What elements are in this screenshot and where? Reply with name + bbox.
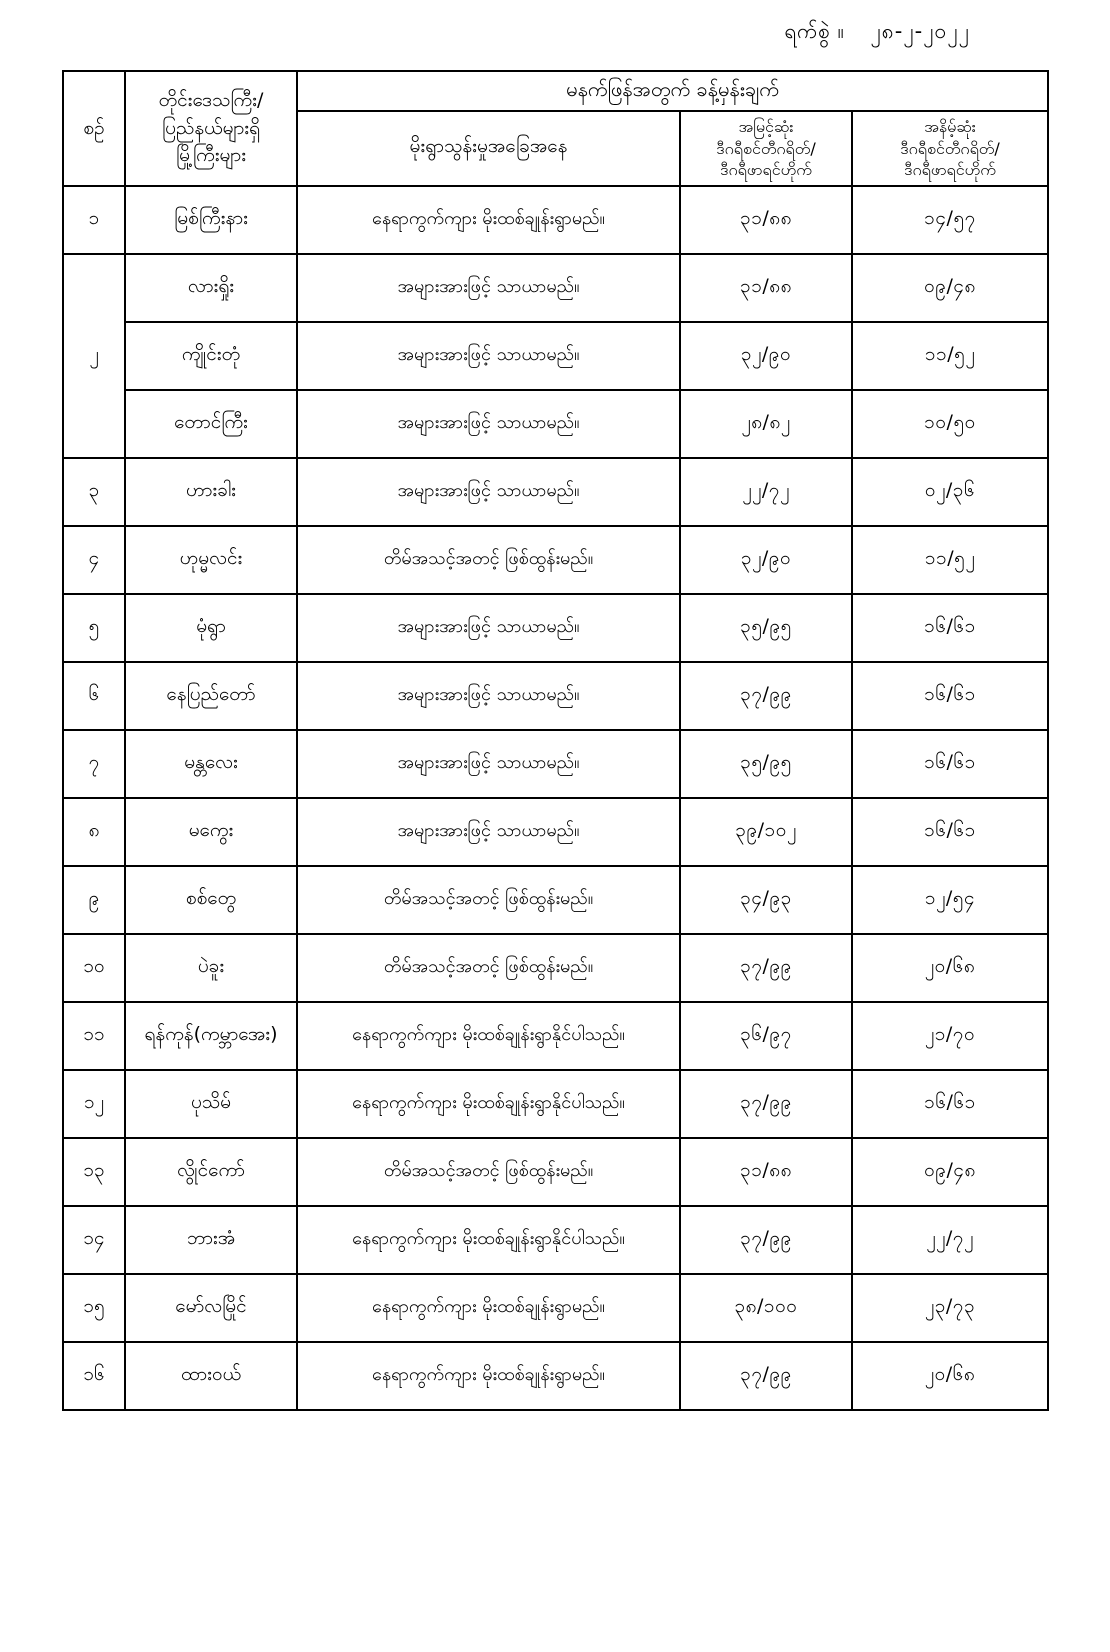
table-body [63,186,1048,1410]
cell-max-temp: ၃၁/၈၈ [680,254,852,322]
column-header-min-line3: ဒီဂရီဖာရင်ဟိုက် [904,160,996,180]
column-header-city-line2: ပြည်နယ်များရှိ [161,116,261,139]
column-header-no: စဉ် [63,71,125,186]
cell-max-temp: ၂၈/၈၂ [680,390,852,458]
cell-condition: အများအားဖြင့် သာယာမည်။ [297,594,680,662]
column-header-min-line1: အနိမ့်ဆုံး [924,117,976,136]
cell-city: ပဲခူး [125,934,297,1002]
cell-no: ၁၅ [63,1274,125,1342]
cell-max-temp: ၃၇/၉၉ [680,1342,852,1410]
cell-condition: နေရာကွက်ကျား မိုးထစ်ချုန်းရွာမည်။ [297,1342,680,1410]
cell-no: ၁၃ [63,1138,125,1206]
cell-max-temp: ၃၂/၉၀ [680,526,852,594]
cell-city: တောင်ကြီး [125,390,297,458]
cell-condition: တိမ်အသင့်အတင့် ဖြစ်ထွန်းမည်။ [297,1138,680,1206]
cell-max-temp: ၃၇/၉၉ [680,1206,852,1274]
cell-no: ၁၄ [63,1206,125,1274]
table-row [63,526,1048,594]
cell-min-temp: ၁၆/၆၁ [852,730,1048,798]
cell-city: စစ်တွေ [125,866,297,934]
column-header-max-temp [680,111,852,186]
cell-no: ၆ [63,662,125,730]
cell-condition: တိမ်အသင့်အတင့် ဖြစ်ထွန်းမည်။ [297,526,680,594]
column-header-city-line1: တိုင်းဒေသကြီး/ [158,89,264,112]
cell-city: မုံရွာ [125,594,297,662]
cell-condition: နေရာကွက်ကျား မိုးထစ်ချုန်းရွာမည်။ [297,1274,680,1342]
cell-city: ကျိုင်းတုံ [125,322,297,390]
column-header-max-line2: ဒီဂရီစင်တီဂရိတ်/ [716,138,816,158]
cell-city: ဟုမ္မလင်း [125,526,297,594]
cell-min-temp: ၀၉/၄၈ [852,1138,1048,1206]
date-label: ရက်စွဲ ။ [784,19,845,43]
cell-max-temp: ၃၇/၉၉ [680,662,852,730]
table-row [63,730,1048,798]
cell-condition: အများအားဖြင့် သာယာမည်။ [297,798,680,866]
date-line [785,18,971,49]
cell-city: မကွေး [125,798,297,866]
cell-condition: နေရာကွက်ကျား မိုးထစ်ချုန်းရွာနိုင်ပါသည်။ [297,1002,680,1070]
column-header-max-line3: ဒီဂရီဖာရင်ဟိုက် [720,160,812,180]
table-row [63,254,1048,322]
cell-condition: အများအားဖြင့် သာယာမည်။ [297,390,680,458]
cell-condition: အများအားဖြင့် သာယာမည်။ [297,662,680,730]
cell-condition: အများအားဖြင့် သာယာမည်။ [297,254,680,322]
cell-condition: နေရာကွက်ကျား မိုးထစ်ချုန်းရွာနိုင်ပါသည်။ [297,1206,680,1274]
cell-max-temp: ၃၆/၉၇ [680,1002,852,1070]
column-header-city [125,71,297,186]
table-row [63,1206,1048,1274]
cell-no: ၉ [63,866,125,934]
table-row [63,1342,1048,1410]
cell-condition: နေရာကွက်ကျား မိုးထစ်ချုန်းရွာမည်။ [297,186,680,254]
column-header-min-line2: ဒီဂရီစင်တီဂရိတ်/ [900,138,1000,158]
cell-condition: အများအားဖြင့် သာယာမည်။ [297,458,680,526]
cell-min-temp: ၁၄/၅၇ [852,186,1048,254]
cell-no: ၁၆ [63,1342,125,1410]
cell-max-temp: ၃၇/၉၉ [680,934,852,1002]
cell-min-temp: ၀၉/၄၈ [852,254,1048,322]
table-row [63,1070,1048,1138]
cell-city: ရန်ကုန်(ကမ္ဘာအေး) [125,1002,297,1070]
table-row [63,390,1048,458]
cell-city: ပုသိမ် [125,1070,297,1138]
cell-no: ၁ [63,186,125,254]
cell-max-temp: ၃၇/၉၉ [680,1070,852,1138]
cell-min-temp: ၁၂/၅၄ [852,866,1048,934]
cell-city: ဘားအံ [125,1206,297,1274]
cell-max-temp: ၃၁/၈၈ [680,1138,852,1206]
cell-min-temp: ၁၁/၅၂ [852,526,1048,594]
table-row [63,662,1048,730]
cell-no: ၄ [63,526,125,594]
table-row [63,458,1048,526]
cell-max-temp: ၂၂/၇၂ [680,458,852,526]
table-row [63,1002,1048,1070]
cell-max-temp: ၃၈/၁၀၀ [680,1274,852,1342]
cell-min-temp: ၁၆/၆၁ [852,662,1048,730]
date-value: ၂၈-၂-၂၀၂၂ [870,19,970,43]
cell-min-temp: ၂၀/၆၈ [852,934,1048,1002]
cell-min-temp: ၂၁/၇၀ [852,1002,1048,1070]
cell-city: ထားဝယ် [125,1342,297,1410]
cell-max-temp: ၃၉/၁၀၂ [680,798,852,866]
cell-city: မန္တလေး [125,730,297,798]
cell-min-temp: ၀၂/၃၆ [852,458,1048,526]
cell-city: ဟားခါး [125,458,297,526]
cell-min-temp: ၁၆/၆၁ [852,1070,1048,1138]
table-row [63,1274,1048,1342]
cell-condition: အများအားဖြင့် သာယာမည်။ [297,322,680,390]
cell-city: လားရှိုး [125,254,297,322]
cell-condition: တိမ်အသင့်အတင့် ဖြစ်ထွန်းမည်။ [297,934,680,1002]
cell-min-temp: ၁၁/၅၂ [852,322,1048,390]
table-header-row-1 [63,71,1048,111]
cell-min-temp: ၂၀/၆၈ [852,1342,1048,1410]
cell-city: နေပြည်တော် [125,662,297,730]
cell-min-temp: ၂၂/၇၂ [852,1206,1048,1274]
table-row [63,934,1048,1002]
cell-max-temp: ၃၅/၉၅ [680,594,852,662]
table-row [63,1138,1048,1206]
column-header-city-line3: မြို့ကြီးများ [175,144,247,167]
cell-city: မော်လမြိုင် [125,1274,297,1342]
cell-no: ၁၀ [63,934,125,1002]
table-row [63,322,1048,390]
cell-no: ၂ [63,254,125,458]
cell-no: ၅ [63,594,125,662]
cell-max-temp: ၃၁/၈၈ [680,186,852,254]
cell-no: ၁၂ [63,1070,125,1138]
cell-condition: နေရာကွက်ကျား မိုးထစ်ချုန်းရွာနိုင်ပါသည်။ [297,1070,680,1138]
weather-forecast-table [62,70,1049,1411]
cell-condition: အများအားဖြင့် သာယာမည်။ [297,730,680,798]
cell-no: ၃ [63,458,125,526]
cell-no: ၈ [63,798,125,866]
table-row [63,186,1048,254]
table-row [63,866,1048,934]
cell-max-temp: ၃၄/၉၃ [680,866,852,934]
cell-max-temp: ၃၅/၉၅ [680,730,852,798]
table-row [63,798,1048,866]
cell-no: ၇ [63,730,125,798]
cell-min-temp: ၂၃/၇၃ [852,1274,1048,1342]
column-header-min-temp [852,111,1048,186]
cell-city: လွိုင်ကော် [125,1138,297,1206]
cell-min-temp: ၁၆/၆၁ [852,594,1048,662]
column-header-max-line1: အမြင့်ဆုံး [738,117,794,136]
cell-no: ၁၁ [63,1002,125,1070]
cell-max-temp: ၃၂/၉၀ [680,322,852,390]
cell-min-temp: ၁၆/၆၁ [852,798,1048,866]
column-header-condition: မိုးရွာသွန်းမှုအခြေအနေ [297,111,680,186]
table-row [63,594,1048,662]
cell-min-temp: ၁၀/၅၀ [852,390,1048,458]
cell-condition: တိမ်အသင့်အတင့် ဖြစ်ထွန်းမည်။ [297,866,680,934]
column-header-forecast-group: မနက်ဖြန်အတွက် ခန့်မှန်းချက် [297,71,1048,111]
cell-city: မြစ်ကြီးနား [125,186,297,254]
